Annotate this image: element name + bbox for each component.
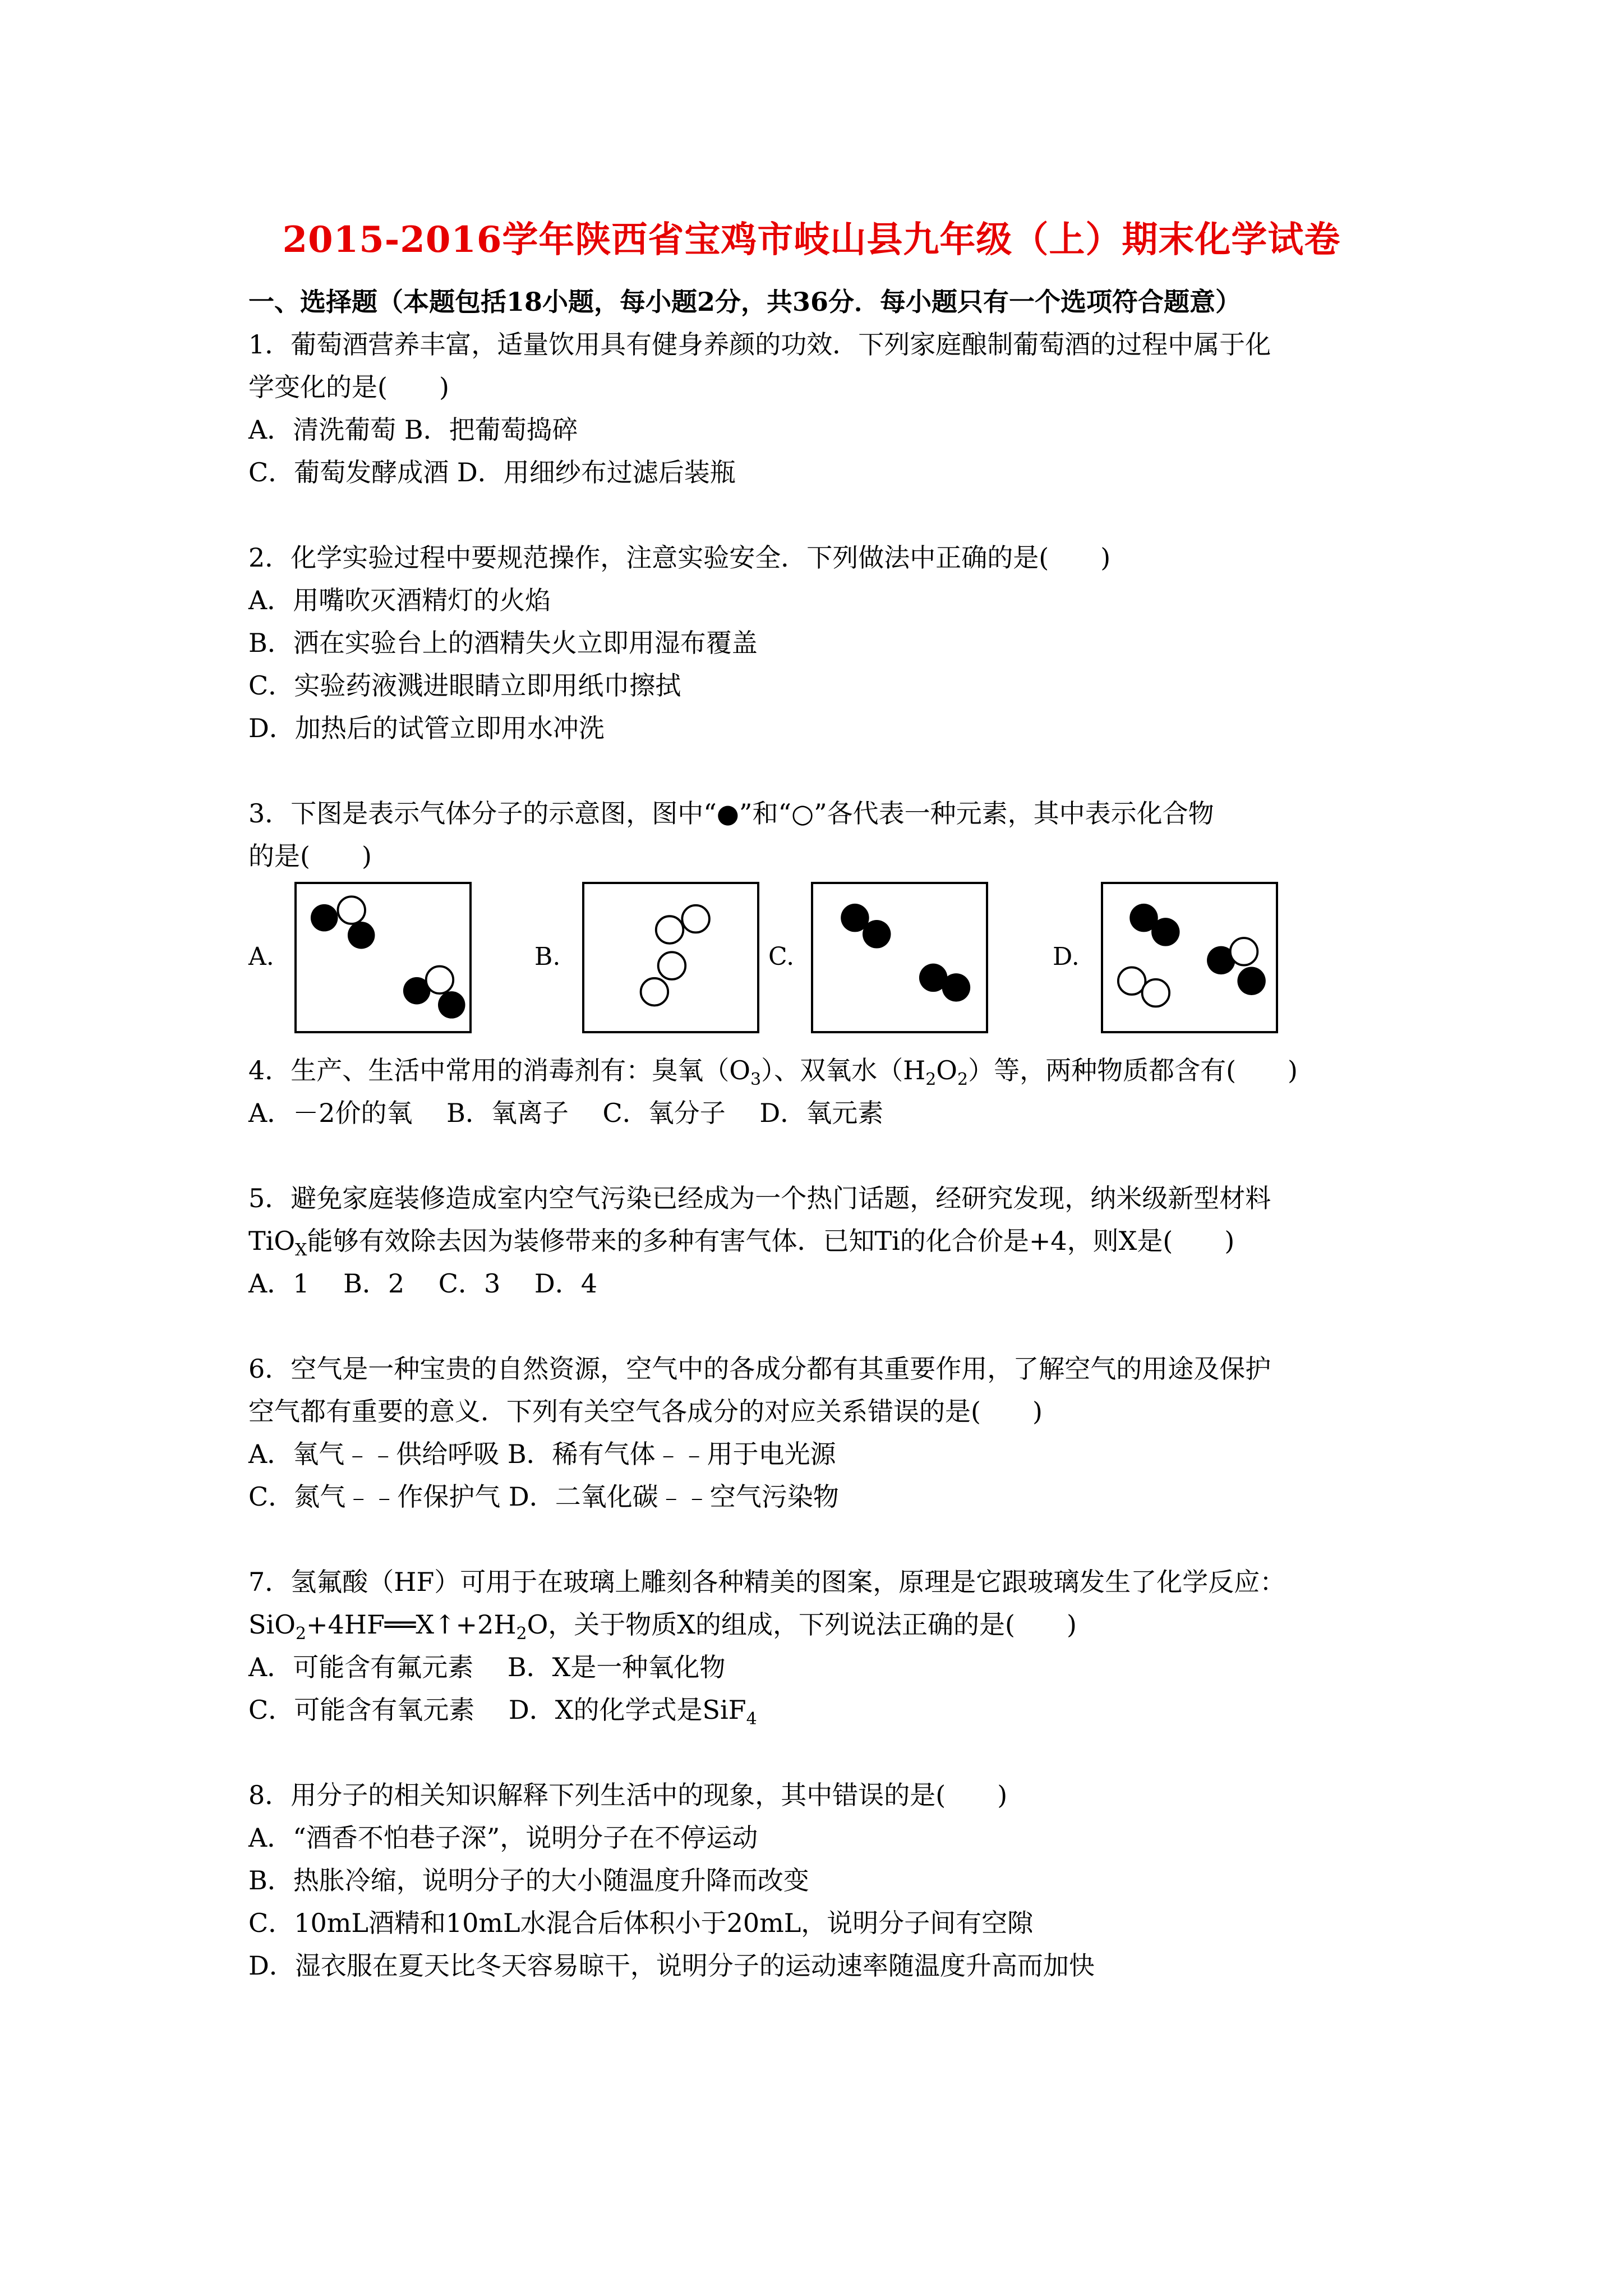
q8-option-c: C．10mL酒精和10mL水混合后体积小于20mL，说明分子间有空隙: [248, 1908, 1034, 1938]
q6-options-ab: A．氧气﹣﹣供给呼吸 B．稀有气体﹣﹣用于电光源: [248, 1439, 836, 1469]
q2-option-a: A．用嘴吹灭酒精灯的火焰: [248, 585, 551, 615]
q8-option-d: D．湿衣服在夏天比冬天容易晾干，说明分子的运动速率随温度升高而加快: [248, 1950, 1095, 1981]
q3-label-c: C.: [768, 942, 795, 971]
q3-figure-a: [294, 882, 472, 1033]
molecule-diagram-d: [1103, 884, 1276, 1031]
q7-options-ab: A．可能含有氟元素 B．X是一种氧化物: [248, 1652, 726, 1682]
page-title: 2015-2016学年陕西省宝鸡市岐山县九年级（上）期末化学试卷: [282, 219, 1341, 261]
q6-stem-line1: 6．空气是一种宝贵的自然资源，空气中的各成分都有其重要作用，了解空气的用途及保护: [248, 1354, 1271, 1384]
q3-figures: [248, 882, 1415, 1045]
molecule-diagram-c: [813, 884, 986, 1031]
section-heading: 一、选择题（本题包括18小题，每小题2分，共36分．每小题只有一个选项符合题意）: [248, 287, 1242, 317]
q1-stem-line2: 学变化的是( ): [248, 372, 449, 402]
q7-equation-line: $SiO_2+4HF══X↑+2H_2O$，关于物质X的组成，下列说法正确的是( ): [248, 1609, 1077, 1644]
q4-options: A．－2价的氧 B．氧离子 C．氧分子 D．氧元素: [248, 1098, 884, 1128]
q3-stem-line2: 的是( ): [248, 841, 372, 871]
q5-stem-line2: TiO$_X$能够有效除去因为装修带来的多种有害气体．已知Ti的化合价是+4，则X是( ): [248, 1226, 1235, 1260]
q1-stem-line1: 1．葡萄酒营养丰富，适量饮用具有健身养颜的功效．下列家庭酿制葡萄酒的过程中属于化: [248, 329, 1271, 360]
q3-figure-d: [1101, 882, 1278, 1033]
q2-option-b: B．洒在实验台上的酒精失火立即用湿布覆盖: [248, 628, 758, 658]
q5-stem-line1: 5．避免家庭装修造成室内空气污染已经成为一个热门话题，经研究发现，纳米级新型材料: [248, 1183, 1271, 1213]
q1-options-cd: C．葡萄发酵成酒 D．用细纱布过滤后装瓶: [248, 457, 736, 487]
q1-options-ab: A．清洗葡萄 B．把葡萄捣碎: [248, 415, 578, 445]
q3-label-b: B.: [534, 942, 561, 971]
q3-label-d: D.: [1053, 942, 1080, 971]
q2-option-d: D．加热后的试管立即用水冲洗: [248, 713, 605, 743]
q8-option-a: A．“酒香不怕巷子深”，说明分子在不停运动: [248, 1823, 758, 1853]
q3-figure-b: [582, 882, 759, 1033]
q4-stem: 4．生产、生活中常用的消毒剂有：臭氧$(O_3)$、双氧水$(H_2O_2)$等，两种物质都含有( ): [248, 1055, 1298, 1090]
q2-stem: 2．化学实验过程中要规范操作，注意实验安全．下列做法中正确的是( ): [248, 542, 1111, 573]
exam-content: [248, 280, 1415, 1987]
q7-options-cd: C．可能含有氧元素 D．X的化学式是SiF$_4$: [248, 1695, 757, 1729]
q7-stem-line1: 7．氢氟酸（HF）可用于在玻璃上雕刻各种精美的图案，原理是它跟玻璃发生了化学反应：: [248, 1567, 1286, 1597]
q8-option-b: B．热胀冷缩，说明分子的大小随温度升降而改变: [248, 1865, 809, 1895]
q2-option-c: C．实验药液溅进眼睛立即用纸巾擦拭: [248, 670, 681, 701]
q8-stem: 8．用分子的相关知识解释下列生活中的现象，其中错误的是( ): [248, 1780, 1008, 1810]
q3-figure-c: [811, 882, 988, 1033]
molecule-diagram-a: [297, 884, 469, 1031]
q3-stem-line1: 3．下图是表示气体分子的示意图，图中“●”和“○”各代表一种元素，其中表示化合物: [248, 798, 1214, 829]
q6-stem-line2: 空气都有重要的意义．下列有关空气各成分的对应关系错误的是( ): [248, 1396, 1043, 1427]
q6-options-cd: C．氮气﹣﹣作保护气 D．二氧化碳﹣﹣空气污染物: [248, 1481, 839, 1512]
q5-options: A．1 B．2 C．3 D．4: [248, 1268, 598, 1299]
molecule-diagram-b: [584, 884, 757, 1031]
q3-label-a: A.: [248, 942, 274, 971]
